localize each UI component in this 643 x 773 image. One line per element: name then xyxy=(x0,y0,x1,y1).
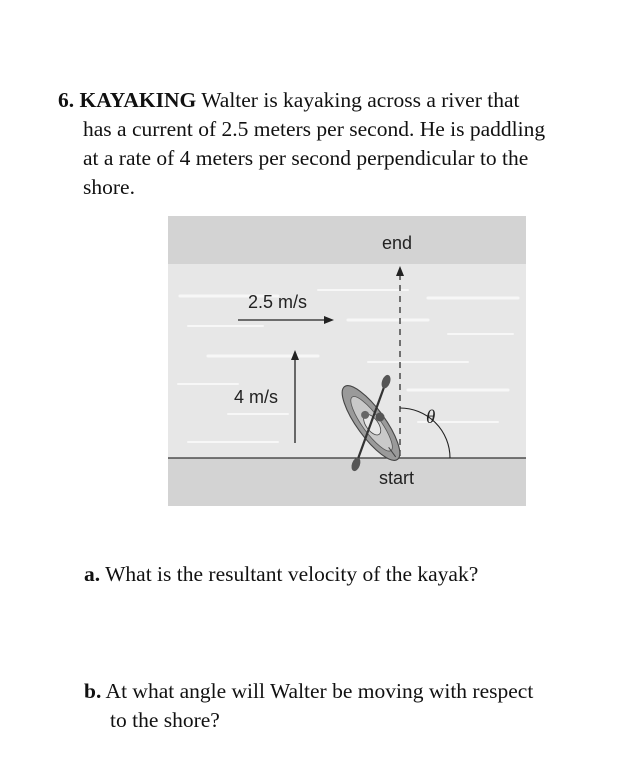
question-letter: a. xyxy=(84,562,101,586)
far-bank xyxy=(168,216,526,264)
problem-text-line: has a current of 2.5 meters per second. He is paddling xyxy=(83,117,546,141)
paddle-speed-label: 4 m/s xyxy=(234,387,279,407)
question-text: At what angle will Walter be moving with respect xyxy=(105,679,534,703)
near-bank xyxy=(168,458,526,506)
problem-keyword: KAYAKING xyxy=(79,88,197,112)
problem-6 xyxy=(58,86,638,202)
problem-first-line xyxy=(58,86,638,115)
kayak-diagram xyxy=(168,216,526,506)
start-label: start xyxy=(379,468,415,488)
problem-text-line: Walter is kayaking across a river that xyxy=(201,88,520,112)
question-a xyxy=(84,560,634,589)
problem-number: 6. xyxy=(58,88,75,112)
question-b xyxy=(84,677,634,735)
problem-text-line: shore. xyxy=(83,175,135,199)
paddler xyxy=(376,413,385,422)
question-letter: b. xyxy=(84,679,102,703)
angle-theta-label: θ xyxy=(426,407,436,428)
question-text: What is the resultant velocity of the kayak? xyxy=(105,562,479,586)
problem-text-line: at a rate of 4 meters per second perpendicular to the xyxy=(83,146,529,170)
question-text: to the shore? xyxy=(110,708,220,732)
current-speed-label: 2.5 m/s xyxy=(248,292,308,312)
end-label: end xyxy=(382,233,413,253)
